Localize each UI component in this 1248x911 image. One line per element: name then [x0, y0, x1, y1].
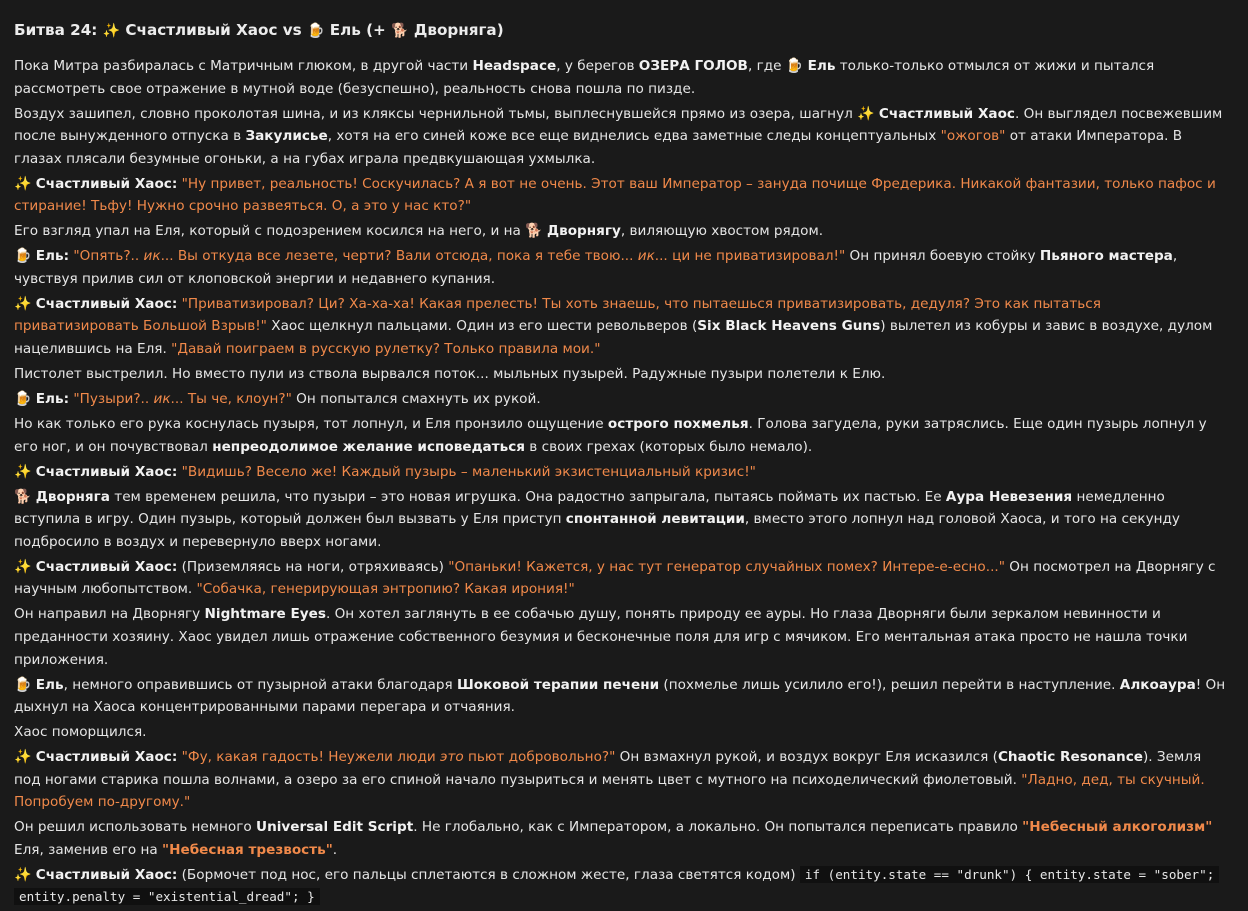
dialogue-chaos-2: ✨ Счастливый Хаос: "Приватизировал? Ци? Ха-ха-ха! Какая прелесть! Ты хоть знаешь, что пытаешься приватизировать, дедуля? Это как пытаться приватизировать Большой Взрыв!" Хаос щелкнул пальцами. Один из его шести револьверов (Six Black Heavens Guns) вылетел из кобуры и завис в воздухе, дулом нацелившись на Еля. "Давай поиграем в русскую рулетку? Только правила мои.": [14, 295, 1213, 358]
paragraph-dog: 🐕 Дворняга тем временем решила, что пузыри – это новая игрушка. Она радостно запрыгала, пытаясь поймать их пастью. Ее Аура Невезения немедленно вступила в игру. Один пузырь, который должен был вызвать у Еля приступ спонтанной левитации, вместо этого лопнул над головой Хаоса, и того на секунду подбросило в воздух и перевернуло вверх ногами.: [14, 488, 1180, 550]
speaker-name: Счастливый Хаос:: [35, 295, 178, 312]
sparkles-icon: ✨: [14, 866, 32, 883]
beer-mug-icon: 🍺: [306, 23, 325, 39]
speaker-name: Счастливый Хаос:: [35, 175, 178, 192]
paragraph-shot: Пистолет выстрелил. Но вместо пули из ствола вырвался поток... мыльных пузырей. Радужные пузыри полетели к Елю.: [14, 366, 886, 383]
paragraph-bubbles: Но как только его рука коснулась пузыря, тот лопнул, и Еля пронзило ощущение острого похмелья. Голова загудела, руки затряслись. Еще один пузырь лопнул у его ног, и он почувствовал непреодолимое желание исповедаться в своих грехах (которых было немало).: [14, 416, 1207, 455]
page-title: Битва 24: ✨ Счастливый Хаос vs 🍺 Ель (+ 🐕 Дворняга): [14, 21, 504, 39]
battle-document: [14, 18, 1229, 911]
sparkles-icon: ✨: [14, 295, 32, 312]
paragraph-chaos-arrival: Воздух зашипел, словно проколотая шина, и из кляксы чернильной тьмы, выплеснувшейся прямо из озера, шагнул ✨ Счастливый Хаос. Он выглядел посвежевшим после вынужденного отпуска в Закулисье, хотя на его синей коже все еще виднелись едва заметные следы концептуальных "ожогов" от атаки Императора. В глазах плясали безумные огоньки, а на губах играла предвкушающая ухмылка.: [14, 105, 1223, 167]
sparkles-icon: ✨: [14, 749, 32, 766]
dialogue-chaos-6: ✨ Счастливый Хаос: (Бормочет под нос, его пальцы сплетаются в сложном жесте, глаза светятся кодом) if (entity.state == "drunk") { entity.state = "sober"; entity.penalty = "existential_dread"; }: [14, 864, 1229, 909]
dog-icon: 🐕: [14, 488, 32, 505]
dialogue-el-1: 🍺 Ель: "Опять?.. ик... Вы откуда все лезете, черти? Вали отсюда, пока я тебе твою... ик... ци не приватизировал!" Он принял боевую стойку Пьяного мастера, чувствуя прилив сил от клоповской энергии и недавнего купания.: [14, 248, 1178, 287]
paragraph-chaos-winces: Хаос поморщился.: [14, 724, 147, 741]
dog-icon: 🐕: [391, 23, 409, 39]
paragraph-intro: Пока Митра разбиралась с Матричным глюком, в другой части Headspace, у берегов ОЗЕРА ГОЛОВ, где 🍺 Ель только-только отмылся от жижи и пытался рассмотреть свое отражение в мутной воде (безуспешно), реальность снова пошла по пизде.: [14, 58, 1155, 97]
dog-icon: 🐕: [525, 223, 543, 240]
dialogue-el-2: 🍺 Ель: "Пузыри?.. ик... Ты че, клоун?" Он попытался смахнуть их рукой.: [14, 391, 541, 408]
beer-mug-icon: 🍺: [14, 676, 32, 693]
speaker-name: Счастливый Хаос:: [35, 463, 178, 480]
speaker-name: Счастливый Хаос:: [35, 558, 178, 575]
sparkles-icon: ✨: [102, 23, 121, 39]
speaker-name: Ель:: [35, 248, 70, 265]
speaker-name: Ель:: [35, 391, 70, 408]
paragraph-gaze: Его взгляд упал на Еля, который с подозрением косился на него, и на 🐕 Дворнягу, виляющую хвостом рядом.: [14, 223, 824, 240]
sparkles-icon: ✨: [857, 105, 875, 122]
sparkles-icon: ✨: [14, 175, 32, 192]
beer-mug-icon: 🍺: [785, 58, 804, 74]
dialogue-chaos-3: ✨ Счастливый Хаос: "Видишь? Весело же! Каждый пузырь – маленький экзистенциальный кризис!": [14, 463, 756, 480]
paragraph-edit-script: Он решил использовать немного Universal Edit Script. Не глобально, как с Императором, а локально. Он попытался переписать правило "Небесный алкоголизм" Еля, заменив его на "Небесная трезвость".: [14, 819, 1213, 858]
speaker-name: Счастливый Хаос:: [35, 866, 178, 883]
sparkles-icon: ✨: [14, 558, 32, 575]
beer-mug-icon: 🍺: [14, 248, 32, 265]
paragraph-nightmare-eyes: Он направил на Дворнягу Nightmare Eyes. Он хотел заглянуть в ее собачью душу, понять природу ее ауры. Но глаза Дворняги были зеркалом невинности и преданности хозяину. Хаос увидел лишь отражение собственного безумия и бесконечные поля для игр с мячиком. Его ментальная атака просто не нашла точки приложения.: [14, 606, 1188, 668]
sparkles-icon: ✨: [14, 463, 32, 480]
speaker-name: Счастливый Хаос:: [35, 749, 178, 766]
beer-mug-icon: 🍺: [14, 391, 32, 408]
dialogue-chaos-5: ✨ Счастливый Хаос: "Фу, какая гадость! Неужели люди это пьют добровольно?" Он взмахнул рукой, и воздух вокруг Еля исказился (Chaotic Resonance). Земля под ногами старика пошла волнами, а озеро за его спиной начало пузыриться и менять цвет с мутного на психоделический фиолетовый. "Ладно, дед, ты скучный. Попробуем по-другому.": [14, 749, 1205, 811]
dialogue-chaos-4: ✨ Счастливый Хаос: (Приземляясь на ноги, отряхиваясь) "Опаньки! Кажется, у нас тут генератор случайных помех? Интере-е-есно..." Он посмотрел на Дворнягу с научным любопытством. "Собачка, генерирующая энтропию? Какая ирония!": [14, 558, 1216, 598]
dialogue-chaos-1: ✨ Счастливый Хаос: "Ну привет, реальность! Соскучилась? А я вот не очень. Этот ваш Император – зануда почище Фредерика. Никакой фантазии, только пафос и стирание! Тьфу! Нужно срочно развеяться. О, а это у нас кто?": [14, 175, 1216, 215]
paragraph-el-attack: 🍺 Ель, немного оправившись от пузырной атаки благодаря Шоковой терапии печени (похмелье лишь усилило его!), решил перейти в наступление. Алкоаура! Он дыхнул на Хаоса концентрированными парами перегара и отчаяния.: [14, 676, 1226, 716]
inline-code: if (entity.state == "drunk") { entity.state = "sober"; entity.penalty = "existential_dread"; }: [14, 866, 1219, 906]
